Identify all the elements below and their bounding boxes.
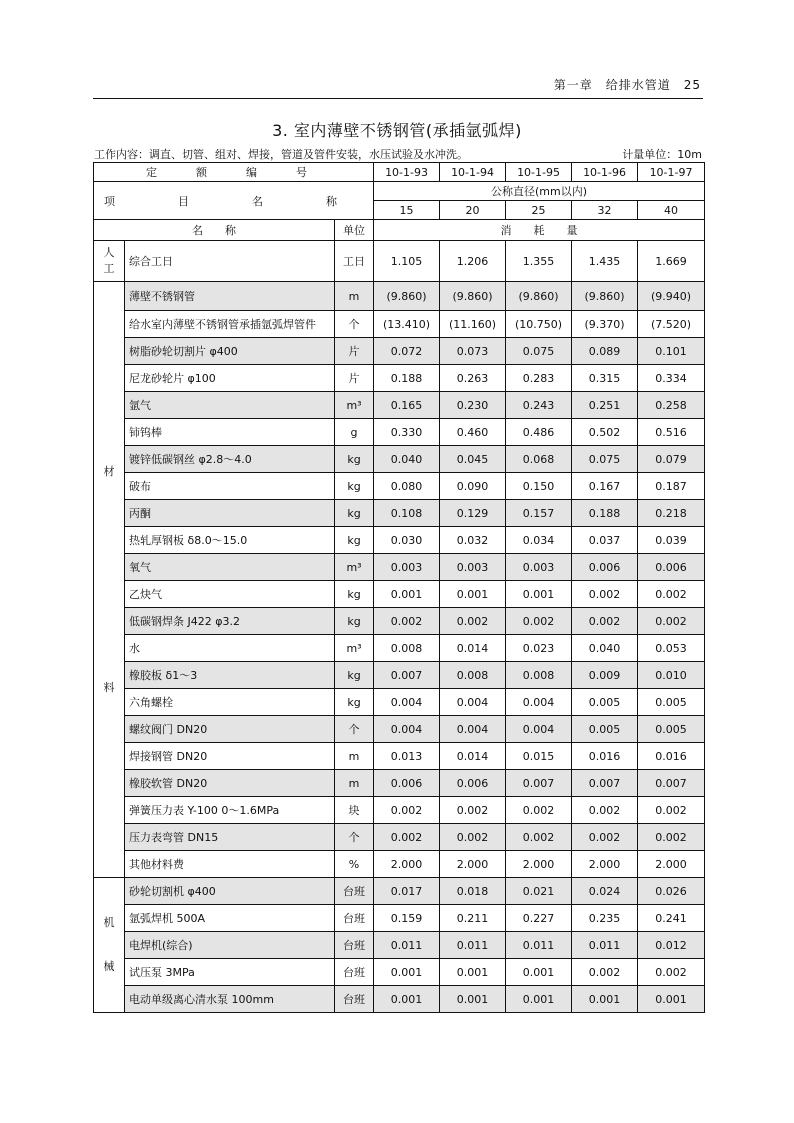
code-cell: 10-1-94 [440,163,506,182]
value-cell: 2.000 [638,851,705,878]
value-cell: 2.000 [374,851,440,878]
category-char: 料 [103,680,115,694]
value-cell: 0.018 [440,878,506,905]
item-name-label: 项 目 名 称 [94,182,374,220]
value-cell: 0.004 [506,716,572,743]
item-unit: 台班 [335,878,374,905]
value-cell: 0.011 [440,932,506,959]
value-cell: 0.330 [374,419,440,446]
item-unit: kg [335,446,374,473]
value-cell: 0.227 [506,905,572,932]
item-name: 铈钨棒 [125,419,335,446]
item-name: 尼龙砂轮片 φ100 [125,365,335,392]
value-cell: 0.045 [440,446,506,473]
value-cell: 0.230 [440,392,506,419]
diameter-cell: 32 [572,201,638,220]
value-cell: 0.026 [638,878,705,905]
value-cell: 0.005 [572,716,638,743]
header-row-quota-no [94,163,705,182]
item-unit: kg [335,608,374,635]
value-cell: 0.006 [440,770,506,797]
table-row [94,473,705,500]
value-cell: 0.002 [440,608,506,635]
value-cell: 0.001 [506,959,572,986]
value-cell: 0.218 [638,500,705,527]
value-cell: 0.053 [638,635,705,662]
value-cell: 0.008 [440,662,506,689]
category-char: 人 [103,246,115,259]
value-cell: 0.002 [638,797,705,824]
item-name: 弹簧压力表 Y-100 0～1.6MPa [125,797,335,824]
value-cell: 2.000 [506,851,572,878]
value-cell: 0.002 [374,797,440,824]
item-unit: % [335,851,374,878]
value-cell: 0.034 [506,527,572,554]
consumption-column-header: 消 耗 量 [374,220,705,241]
table-row [94,446,705,473]
item-name: 橡胶软管 DN20 [125,770,335,797]
value-cell: 0.006 [638,554,705,581]
item-name: 氩气 [125,392,335,419]
value-cell: 0.001 [374,986,440,1013]
value-cell: 0.002 [506,608,572,635]
value-cell: 0.486 [506,419,572,446]
value-cell: 0.007 [374,662,440,689]
code-cell: 10-1-97 [638,163,705,182]
value-cell: 0.075 [506,338,572,365]
code-cell: 10-1-95 [506,163,572,182]
value-cell: 0.004 [374,716,440,743]
value-cell: 0.002 [638,581,705,608]
category-labor [94,241,125,282]
value-cell: 0.002 [572,824,638,851]
value-cell: (9.860) [440,282,506,311]
section-title: 3. 室内薄壁不锈钢管(承插氩弧焊) [272,121,522,140]
table-row [94,689,705,716]
value-cell: 0.258 [638,392,705,419]
code-cell: 10-1-93 [374,163,440,182]
value-cell: 0.002 [440,824,506,851]
item-unit: m [335,770,374,797]
item-unit: 个 [335,311,374,338]
item-unit: g [335,419,374,446]
table-row [94,527,705,554]
table-row [94,635,705,662]
nominal-diameter-label: 公称直径(mm以内) [374,182,705,201]
value-cell: 0.007 [506,770,572,797]
table-row [94,662,705,689]
table-row [94,851,705,878]
item-name: 氧气 [125,554,335,581]
value-cell: 0.001 [374,581,440,608]
value-cell: 0.002 [506,797,572,824]
value-cell: 0.001 [440,581,506,608]
value-cell: 0.002 [374,608,440,635]
table-row [94,241,705,282]
table-row [94,770,705,797]
table-row [94,338,705,365]
value-cell: 0.002 [440,797,506,824]
item-unit: 工日 [335,241,374,282]
table-row [94,797,705,824]
item-name: 螺纹阀门 DN20 [125,716,335,743]
value-cell: 0.108 [374,500,440,527]
value-cell: 0.002 [572,959,638,986]
value-cell: 0.009 [572,662,638,689]
diameter-cell: 15 [374,201,440,220]
unit-column-header: 单位 [335,220,374,241]
item-unit: kg [335,473,374,500]
value-cell: 0.005 [638,716,705,743]
value-cell: 0.017 [374,878,440,905]
value-cell: 0.006 [572,554,638,581]
table-row [94,282,705,311]
item-unit: 台班 [335,905,374,932]
value-cell: (9.860) [506,282,572,311]
value-cell: 0.012 [638,932,705,959]
value-cell: 0.005 [638,689,705,716]
value-cell: 0.002 [638,608,705,635]
diameter-cell: 20 [440,201,506,220]
value-cell: (9.370) [572,311,638,338]
value-cell: 0.008 [374,635,440,662]
value-cell: 0.211 [440,905,506,932]
table-row [94,419,705,446]
value-cell: 0.002 [374,824,440,851]
table-row [94,932,705,959]
item-name: 丙酮 [125,500,335,527]
value-cell: (7.520) [638,311,705,338]
item-unit: m³ [335,392,374,419]
measurement-unit: 计量单位：10m [622,148,702,161]
value-cell: 0.003 [374,554,440,581]
category-char: 工 [103,262,115,275]
value-cell: 0.004 [374,689,440,716]
value-cell: 0.002 [572,797,638,824]
header-row-columns [94,220,705,241]
value-cell: 0.079 [638,446,705,473]
page-header [93,70,703,99]
value-cell: 0.072 [374,338,440,365]
value-cell: (9.860) [374,282,440,311]
value-cell: 0.073 [440,338,506,365]
item-name: 给水室内薄壁不锈钢管承插氩弧焊管件 [125,311,335,338]
value-cell: 0.167 [572,473,638,500]
value-cell: 0.006 [374,770,440,797]
name-column-header: 名 称 [94,220,335,241]
value-cell: 0.039 [638,527,705,554]
value-cell: 0.014 [440,743,506,770]
value-cell: 0.075 [572,446,638,473]
value-cell: 0.001 [638,986,705,1013]
value-cell: 0.241 [638,905,705,932]
table-row [94,986,705,1013]
item-unit: 片 [335,338,374,365]
item-unit: kg [335,689,374,716]
value-cell: 2.000 [572,851,638,878]
item-name: 树脂砂轮切割片 φ400 [125,338,335,365]
table-row [94,905,705,932]
value-cell: 0.251 [572,392,638,419]
value-cell: 0.001 [440,986,506,1013]
item-name: 六角螺栓 [125,689,335,716]
value-cell: 0.001 [572,986,638,1013]
value-cell: 1.435 [572,241,638,282]
value-cell: 0.007 [638,770,705,797]
value-cell: (9.860) [572,282,638,311]
value-cell: 1.206 [440,241,506,282]
diameter-cell: 25 [506,201,572,220]
table-row [94,743,705,770]
item-unit: 个 [335,824,374,851]
quota-no-label: 定 额 编 号 [94,163,374,182]
item-unit: kg [335,581,374,608]
item-name: 氩弧焊机 500A [125,905,335,932]
value-cell: 0.502 [572,419,638,446]
value-cell: 0.024 [572,878,638,905]
item-name: 橡胶板 δ1～3 [125,662,335,689]
item-name: 热轧厚钢板 δ8.0～15.0 [125,527,335,554]
value-cell: 0.002 [572,608,638,635]
value-cell: (9.940) [638,282,705,311]
chapter-title: 第一章 给排水管道 25 [553,78,701,92]
item-unit: 台班 [335,959,374,986]
item-unit: kg [335,500,374,527]
item-unit: 台班 [335,986,374,1013]
item-name: 综合工日 [125,241,335,282]
code-cell: 10-1-96 [572,163,638,182]
item-name: 焊接钢管 DN20 [125,743,335,770]
value-cell: 0.004 [506,689,572,716]
value-cell: 0.460 [440,419,506,446]
value-cell: 0.188 [572,500,638,527]
value-cell: 0.002 [572,581,638,608]
value-cell: 0.008 [506,662,572,689]
value-cell: 0.080 [374,473,440,500]
value-cell: (13.410) [374,311,440,338]
table-row [94,878,705,905]
value-cell: 0.002 [506,824,572,851]
item-name: 电焊机(综合) [125,932,335,959]
value-cell: 0.157 [506,500,572,527]
work-content: 工作内容：调直、切管、组对、焊接，管道及管件安装，水压试验及水冲洗。 [94,148,468,161]
value-cell: 0.187 [638,473,705,500]
value-cell: 0.010 [638,662,705,689]
table-row [94,554,705,581]
category-char: 械 [103,960,115,973]
table-row [94,608,705,635]
table-row [94,716,705,743]
value-cell: 0.090 [440,473,506,500]
value-cell: 0.068 [506,446,572,473]
value-cell: 0.011 [374,932,440,959]
category-char: 材 [103,464,115,478]
item-name: 低碳钢焊条 J422 φ3.2 [125,608,335,635]
value-cell: 0.101 [638,338,705,365]
diameter-cell: 40 [638,201,705,220]
value-cell: 0.040 [374,446,440,473]
item-name: 薄壁不锈钢管 [125,282,335,311]
value-cell: 0.150 [506,473,572,500]
value-cell: 0.001 [440,959,506,986]
value-cell: 0.001 [506,986,572,1013]
value-cell: 0.032 [440,527,506,554]
value-cell: 1.105 [374,241,440,282]
value-cell: 0.011 [506,932,572,959]
value-cell: 0.263 [440,365,506,392]
value-cell: 0.016 [638,743,705,770]
item-name: 水 [125,635,335,662]
item-name: 压力表弯管 DN15 [125,824,335,851]
value-cell: 0.021 [506,878,572,905]
value-cell: 0.001 [506,581,572,608]
header-row-item-name [94,182,705,201]
value-cell: 0.334 [638,365,705,392]
table-row [94,581,705,608]
value-cell: 0.235 [572,905,638,932]
table-row [94,392,705,419]
value-cell: 0.089 [572,338,638,365]
item-name: 其他材料费 [125,851,335,878]
table-row [94,365,705,392]
value-cell: 2.000 [440,851,506,878]
item-unit: kg [335,662,374,689]
value-cell: 0.040 [572,635,638,662]
item-name: 电动单级离心清水泵 100mm [125,986,335,1013]
value-cell: 0.011 [572,932,638,959]
table-row [94,311,705,338]
category-material [94,282,125,878]
item-unit: 片 [335,365,374,392]
value-cell: 0.516 [638,419,705,446]
value-cell: 0.159 [374,905,440,932]
table-row [94,959,705,986]
item-name: 砂轮切割机 φ400 [125,878,335,905]
value-cell: 0.030 [374,527,440,554]
table-row [94,824,705,851]
value-cell: 0.007 [572,770,638,797]
value-cell: 0.004 [440,716,506,743]
value-cell: 0.001 [374,959,440,986]
category-machine [94,878,125,1013]
value-cell: 0.005 [572,689,638,716]
item-unit: 个 [335,716,374,743]
value-cell: 0.013 [374,743,440,770]
item-unit: 块 [335,797,374,824]
value-cell: 0.004 [440,689,506,716]
value-cell: 0.014 [440,635,506,662]
value-cell: 1.669 [638,241,705,282]
value-cell: 0.003 [506,554,572,581]
item-unit: m [335,743,374,770]
value-cell: 0.188 [374,365,440,392]
value-cell: 0.002 [638,959,705,986]
table-row [94,500,705,527]
value-cell: 0.283 [506,365,572,392]
value-cell: 0.023 [506,635,572,662]
value-cell: 0.015 [506,743,572,770]
value-cell: 0.165 [374,392,440,419]
value-cell: 0.002 [638,824,705,851]
value-cell: 0.243 [506,392,572,419]
value-cell: 0.016 [572,743,638,770]
value-cell: 0.129 [440,500,506,527]
value-cell: (10.750) [506,311,572,338]
quota-table [93,162,705,1013]
item-unit: kg [335,527,374,554]
item-name: 镀锌低碳钢丝 φ2.8～4.0 [125,446,335,473]
value-cell: 1.355 [506,241,572,282]
value-cell: (11.160) [440,311,506,338]
item-name: 乙炔气 [125,581,335,608]
item-unit: 台班 [335,932,374,959]
item-name: 破布 [125,473,335,500]
category-char: 机 [103,916,115,929]
value-cell: 0.003 [440,554,506,581]
item-name: 试压泵 3MPa [125,959,335,986]
item-unit: m³ [335,554,374,581]
value-cell: 0.315 [572,365,638,392]
item-unit: m [335,282,374,311]
item-unit: m³ [335,635,374,662]
value-cell: 0.037 [572,527,638,554]
